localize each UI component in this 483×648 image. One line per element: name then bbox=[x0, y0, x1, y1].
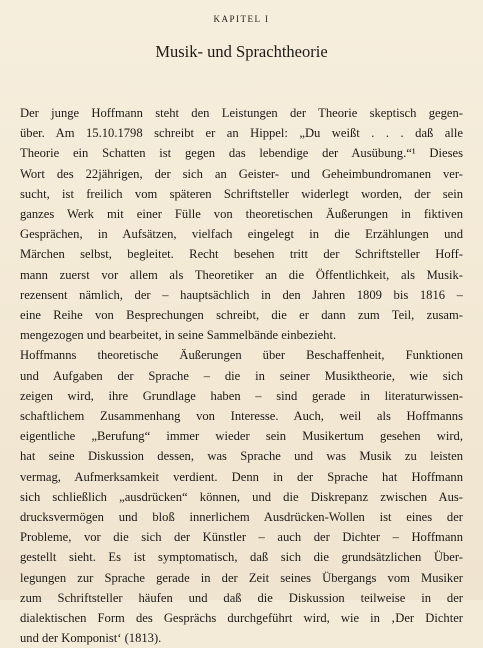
text-line: dialektischen Form des Gesprächs durchgeführt wird, wie in ‚Der Dichter bbox=[20, 611, 463, 626]
chapter-label: KAPITEL I bbox=[213, 14, 270, 24]
text-line: Probleme, vor die sich der Künstler – auch der Dichter – Hoffmann bbox=[20, 530, 463, 545]
text-line: zum Schriftsteller häufen und daß die Diskussion teilweise in der bbox=[20, 590, 463, 605]
text-line: Märchen selbst, begleitet. Recht besehen tritt der Schriftsteller Hoff- bbox=[20, 247, 463, 262]
text-line: zeigen wird, ihre Grundlage haben – sind gerade in literaturwissen- bbox=[20, 388, 463, 403]
text-line: sich schließlich „ausdrücken“ können, und die Diskrepanz zwischen Aus- bbox=[20, 489, 463, 504]
text-line: rezensent nämlich, der – hauptsächlich in den Jahren 1809 bis 1816 – bbox=[20, 287, 463, 302]
text-line: ganzes Werk mit einer Fülle von theoretischen Äußerungen in fiktiven bbox=[20, 207, 463, 222]
text-line: legungen zur Sprache gerade in der Zeit seines Übergangs vom Musiker bbox=[20, 570, 463, 585]
text-line: gestellt sieht. Es ist symptomatisch, daß sich die grundsätzlichen Über- bbox=[20, 550, 463, 565]
text-line: Hoffmanns theoretische Äußerungen über Beschaffenheit, Funktionen bbox=[20, 348, 463, 363]
text-line: eine Reihe von Besprechungen schreibt, die er dann zum Teil, zusam- bbox=[20, 308, 463, 323]
paragraph-2 bbox=[20, 345, 463, 648]
text-line: schaftlichem Zusammenhang von Interesse. Auch, weil als Hoffmanns bbox=[20, 409, 463, 424]
text-line: Der junge Hoffmann steht den Leistungen der Theorie skeptisch gegen- bbox=[20, 106, 463, 120]
text-line: drucksvermögen und bloß innerlichem Ausdrücken-Wollen ist eines der bbox=[20, 510, 463, 525]
text-line: mann zuerst vor allem als Theoretiker an die Öffentlichkeit, als Musik- bbox=[20, 267, 463, 282]
chapter-title: Musik- und Sprachtheorie bbox=[155, 42, 328, 61]
text-line: vermag, Aufmerksamkeit verdient. Denn in der Sprache hat Hoffmann bbox=[20, 469, 463, 484]
text-line: und Aufgaben der Sprache – die in seiner Musiktheorie, wie sich bbox=[20, 368, 463, 383]
text-line: Theorie ein Schatten ist gegen das lebendige der Ausübung.“¹ Dieses bbox=[20, 146, 463, 161]
text-line: mengezogen und bearbeitet, in seine Sammelbände einbezieht. bbox=[20, 328, 337, 343]
body-text bbox=[20, 103, 463, 648]
text-line: Wort des 22jährigen, der sich an Geister- und Geheimbundromanen ver- bbox=[20, 166, 463, 181]
text-line: und der Komponist‘ (1813). bbox=[20, 631, 162, 646]
text-line: Gesprächen, in Aufsätzen, vielfach eingelegt in die Erzählungen und bbox=[20, 227, 463, 242]
paragraph-1 bbox=[20, 103, 463, 345]
text-line: hat seine Diskussion dessen, was Sprache und was Musik zu leisten bbox=[20, 449, 463, 464]
text-line: sucht, ist freilich vom späteren Schriftsteller widerlegt worden, der sein bbox=[20, 186, 463, 201]
text-line: über. Am 15.10.1798 schreibt er an Hippel: „Du weißt . . . daß alle bbox=[20, 126, 463, 141]
text-line: eigentliche „Berufung“ immer wieder sein Musikertum gesehen wird, bbox=[20, 429, 463, 444]
